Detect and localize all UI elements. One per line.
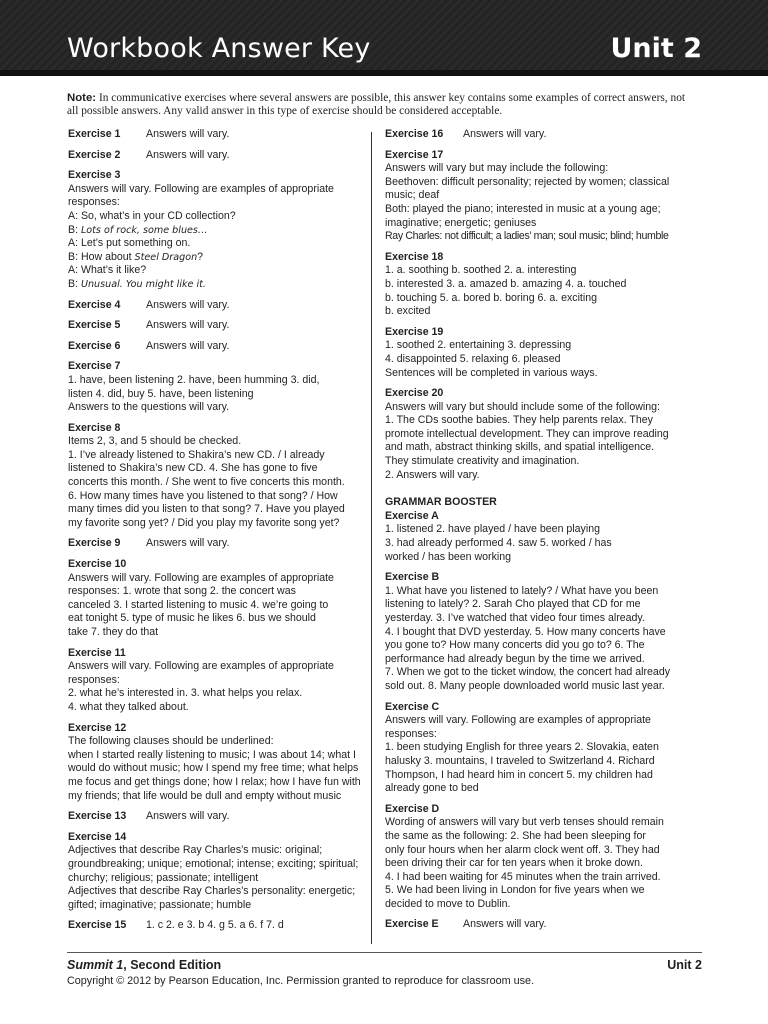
exercise-title: Exercise 2 [68,148,121,161]
exercise-line: Both: played the piano; interested in music at a young age; [385,202,661,215]
exercise-15 [68,919,358,933]
exercise-title: Exercise 3 [68,169,121,182]
exercise-d [385,803,685,912]
exercise-4 [68,299,358,313]
exercise-18 [385,251,685,319]
exercise-line: b. touching 5. a. bored b. boring 6. a. exciting [385,291,598,304]
exercise-line: Answers will vary but should include some of the following: [385,400,660,413]
dialogue-line: A: So, what’s in your CD collection? [68,209,236,222]
footer-copyright: Copyright © 2012 by Pearson Education, Inc. Permission granted to reproduce for classroom use. [67,975,535,987]
exercise-14 [68,831,358,913]
exercise-7 [68,360,358,414]
exercise-line: many times did you listen to that song? 7. Have you played [68,503,345,516]
exercise-answer: 1. c 2. e 3. b 4. g 5. a 6. f 7. d [146,919,284,932]
exercise-line: 4. I had been waiting for 45 minutes when the train arrived. [385,870,661,883]
exercise-line: imaginative; energetic; geniuses [385,216,537,229]
exercise-line: They stimulate creativity and imagination. [385,455,580,468]
exercise-line: b. interested 3. a. amazed b. amazing 4. a. touched [385,277,627,290]
exercise-line: my favorite song yet? / Did you play my favorite song yet? [68,516,340,529]
grammar-booster-heading: GRAMMAR BOOSTER [385,496,497,509]
header-banner [0,0,768,76]
exercise-line: responses: [385,727,437,740]
exercise-title: Exercise 10 [68,558,127,571]
exercise-line: 5. We had been living in London for five years when we [385,884,645,897]
exercise-line: 6. How many times have you listened to that song? / How [68,489,338,502]
exercise-line: 1. been studying English for three years 2. Slovakia, eaten [385,741,659,754]
exercise-line: 1. have, been listening 2. have, been humming 3. did, [68,373,320,386]
exercise-title: Exercise 12 [68,721,127,734]
handwritten-answer: Lots of rock, some blues… [80,224,208,236]
exercise-line: Adjectives that describe Ray Charles’s music: original; [68,844,323,857]
exercise-1 [68,128,358,142]
exercise-line: the same as the following: 2. She had been sleeping for [385,829,646,842]
exercise-title: Exercise 19 [385,325,444,338]
exercise-12 [68,721,361,804]
exercise-title: Exercise 1 [68,128,121,140]
exercise-title: Exercise 17 [385,148,444,161]
exercise-line: groundbreaking; unique; emotional; intense; exciting; spiritual; [68,857,359,870]
handwritten-answer: Unusual. You might like it. [80,278,206,290]
exercise-line: 1. The CDs soothe babies. They help parents relax. They [385,414,653,427]
exercise-line: worked / has been working [385,550,512,563]
exercise-title: Exercise 20 [385,387,444,400]
exercise-text: Answers will vary. Following are examples of appropriate responses: [68,182,334,209]
exercise-line: Answers will vary but may include the following: [385,162,609,175]
exercise-line: The following clauses should be underlined: [68,735,274,748]
exercise-3 [68,169,358,291]
exercise-title: Exercise 13 [68,810,127,823]
dialogue-line: B: Lots of rock, some blues… [68,223,208,236]
exercise-2 [68,149,358,163]
exercise-17 [385,149,685,244]
exercise-line: Sentences will be completed in various ways. [385,366,598,379]
exercise-line: churchy; religious; passionate; intelligent [68,871,259,884]
exercise-title: Exercise A [385,509,439,522]
exercise-13 [68,810,358,824]
exercise-line: only four hours when her alarm clock went off. 3. They had [385,843,660,856]
note-label: Note: [67,92,97,104]
exercise-line: canceled 3. I started listening to music 4. we’re going to [68,598,329,611]
exercise-title: Exercise 5 [68,319,121,332]
exercise-line: 1. a. soothing b. soothed 2. a. interesting [385,264,577,277]
exercise-line: would do without music; how I spend my free time; what helps [68,762,359,775]
exercise-11 [68,647,358,715]
exercise-title: Exercise 16 [385,128,444,140]
exercise-line: Items 2, 3, and 5 should be checked. [68,435,242,448]
dialogue-line: A: What’s it like? [68,264,147,277]
exercise-line: and math, abstract thinking skills, and spatial intelligence. [385,441,655,454]
exercise-title: Exercise 15 [68,919,127,932]
exercise-title: Exercise 4 [68,298,121,311]
exercise-title: Exercise 14 [68,830,127,843]
left-column [68,128,361,940]
exercise-line: 1. listened 2. have played / have been playing [385,523,600,536]
exercise-line: responses: [68,673,120,686]
exercise-title: Exercise E [385,918,439,931]
exercise-8 [68,422,358,531]
exercise-line: me focus and get things done; how I relax; how I have fun with [68,775,361,788]
right-column [385,128,685,939]
exercise-line: when I started really listening to music; I was about 14; what I [68,748,356,761]
handwritten-answer: Steel Dragon [134,251,198,263]
exercise-title: Exercise 9 [68,537,121,550]
exercise-10 [68,558,358,640]
exercise-line: 1. What have you listened to lately? / What have you been [385,584,659,597]
exercise-line: listening to lately? 2. Sarah Cho played that CD for me [385,598,641,611]
exercise-line: eat tonight 5. type of music he likes 6. bus we should [68,612,316,625]
exercise-line: promote intellectual development. They can improve reading [385,427,669,440]
header-rule [0,70,768,76]
dialogue-line: B: How about Steel Dragon? [68,250,204,263]
exercise-9 [68,537,358,551]
dialogue-line: B: Unusual. You might like it. [68,277,206,290]
exercise-line: halusky 3. mountains, I traveled to Switzerland 4. Richard [385,754,655,767]
exercise-line: 3. had already performed 4. saw 5. worked / has [385,537,612,550]
exercise-line: Answers will vary. Following are examples of appropriate [68,571,334,584]
exercise-line: take 7. they do that [68,626,159,638]
exercise-line: listen 4. did, buy 5. have, been listening [68,387,254,400]
exercise-line: Answers will vary. Following are examples of appropriate [68,660,334,673]
exercise-6 [68,340,358,354]
exercise-title: Exercise D [385,802,440,815]
exercise-line: 1. I’ve already listened to Shakira’s new CD. / I already [68,448,325,461]
exercise-line: you gone to? How many concerts did you go to? 6. The [385,639,645,652]
exercise-title: Exercise 6 [68,339,121,352]
exercise-answer: Answers will vary. [146,810,230,823]
note-paragraph [67,92,689,119]
column-divider [371,132,372,944]
exercise-answer: Answers will vary. [146,319,230,332]
exercise-line: sold out. 8. Many people downloaded world music last year. [385,679,665,692]
footer-rule [67,952,702,953]
exercise-title: Exercise 8 [68,421,121,434]
exercise-answer: Answers will vary. [146,298,230,311]
exercise-answer: Answers will vary. [463,918,547,931]
exercise-line: my friends; that life would be dull and empty without music [68,789,342,802]
note-text: In communicative exercises where several answers are possible, this answer key contains some examples of correct answers, not all possible answers. Any valid answer in this type of exercise should be considered acceptable. [67,92,686,118]
exercise-line: 2. Answers will vary. [385,468,480,481]
exercise-answer: Answers will vary. [146,537,230,550]
exercise-line: been driving their car for ten years when it broke down. [385,857,643,870]
exercise-line: responses: 1. wrote that song 2. the concert was [68,585,296,598]
exercise-line: performance had already begun by the time we arrived. [385,652,645,665]
exercise-line: Thompson, I had heard him in concert 5. my children had [385,768,653,781]
exercise-line: Wording of answers will vary but verb tenses should remain [385,816,664,829]
exercise-line: gifted; imaginative; passionate; humble [68,898,252,911]
exercise-19 [385,326,685,380]
footer-unit: Unit 2 [667,958,702,972]
exercise-title: Exercise B [385,571,440,584]
exercise-5 [68,319,358,333]
exercise-title: Exercise 11 [68,646,126,659]
exercise-line: Beethoven: difficult personality; rejected by women; classical [385,175,670,188]
exercise-line: 4. disappointed 5. relaxing 6. pleased [385,352,561,365]
exercise-16 [385,128,685,142]
exercise-line: Answers will vary. Following are examples of appropriate [385,714,651,727]
exercise-b [385,571,685,693]
unit-label: Unit 2 [610,33,702,64]
exercise-line: Adjectives that describe Ray Charles’s personality: energetic; [68,885,356,898]
exercise-line: Ray Charles: not difficult; a ladies’ man; soul music; blind; humble [385,230,669,243]
exercise-line: listened to Shakira’s new CD. 4. She has gone to five [68,462,318,475]
exercise-line: music; deaf [385,189,440,202]
exercise-line: Answers to the questions will vary. [68,401,230,414]
exercise-line: b. excited [385,305,431,318]
exercise-line: 4. I bought that DVD yesterday. 5. How many concerts have [385,625,666,638]
exercise-answer: Answers will vary. [146,148,230,161]
exercise-answer: Answers will vary. [146,339,230,352]
exercise-line: yesterday. 3. I’ve watched that video four times already. [385,612,645,624]
exercise-line: 1. soothed 2. entertaining 3. depressing [385,339,572,352]
exercise-line: concerts this month. / She went to five concerts this month. [68,476,345,489]
dialogue-line: A: Let’s put something on. [68,237,191,250]
exercise-line: 7. When we got to the ticket window, the concert had already [385,666,671,679]
exercise-title: Exercise 18 [385,250,444,263]
exercise-answer: Answers will vary. [146,128,230,140]
exercise-answer: Answers will vary. [463,128,547,140]
exercise-20 [385,387,685,482]
footer-book-title: Summit 1, Second Edition [67,958,222,972]
exercise-line: already gone to bed [385,782,479,795]
exercise-e [385,918,685,932]
page-title: Workbook Answer Key [67,33,371,64]
exercise-line: 4. what they talked about. [68,700,189,713]
exercise-title: Exercise 7 [68,360,121,373]
exercise-line: 2. what he’s interested in. 3. what helps you relax. [68,687,303,700]
exercise-c [385,701,685,796]
exercise-a [385,510,685,564]
exercise-line: decided to move to Dublin. [385,897,511,910]
exercise-title: Exercise C [385,700,440,713]
